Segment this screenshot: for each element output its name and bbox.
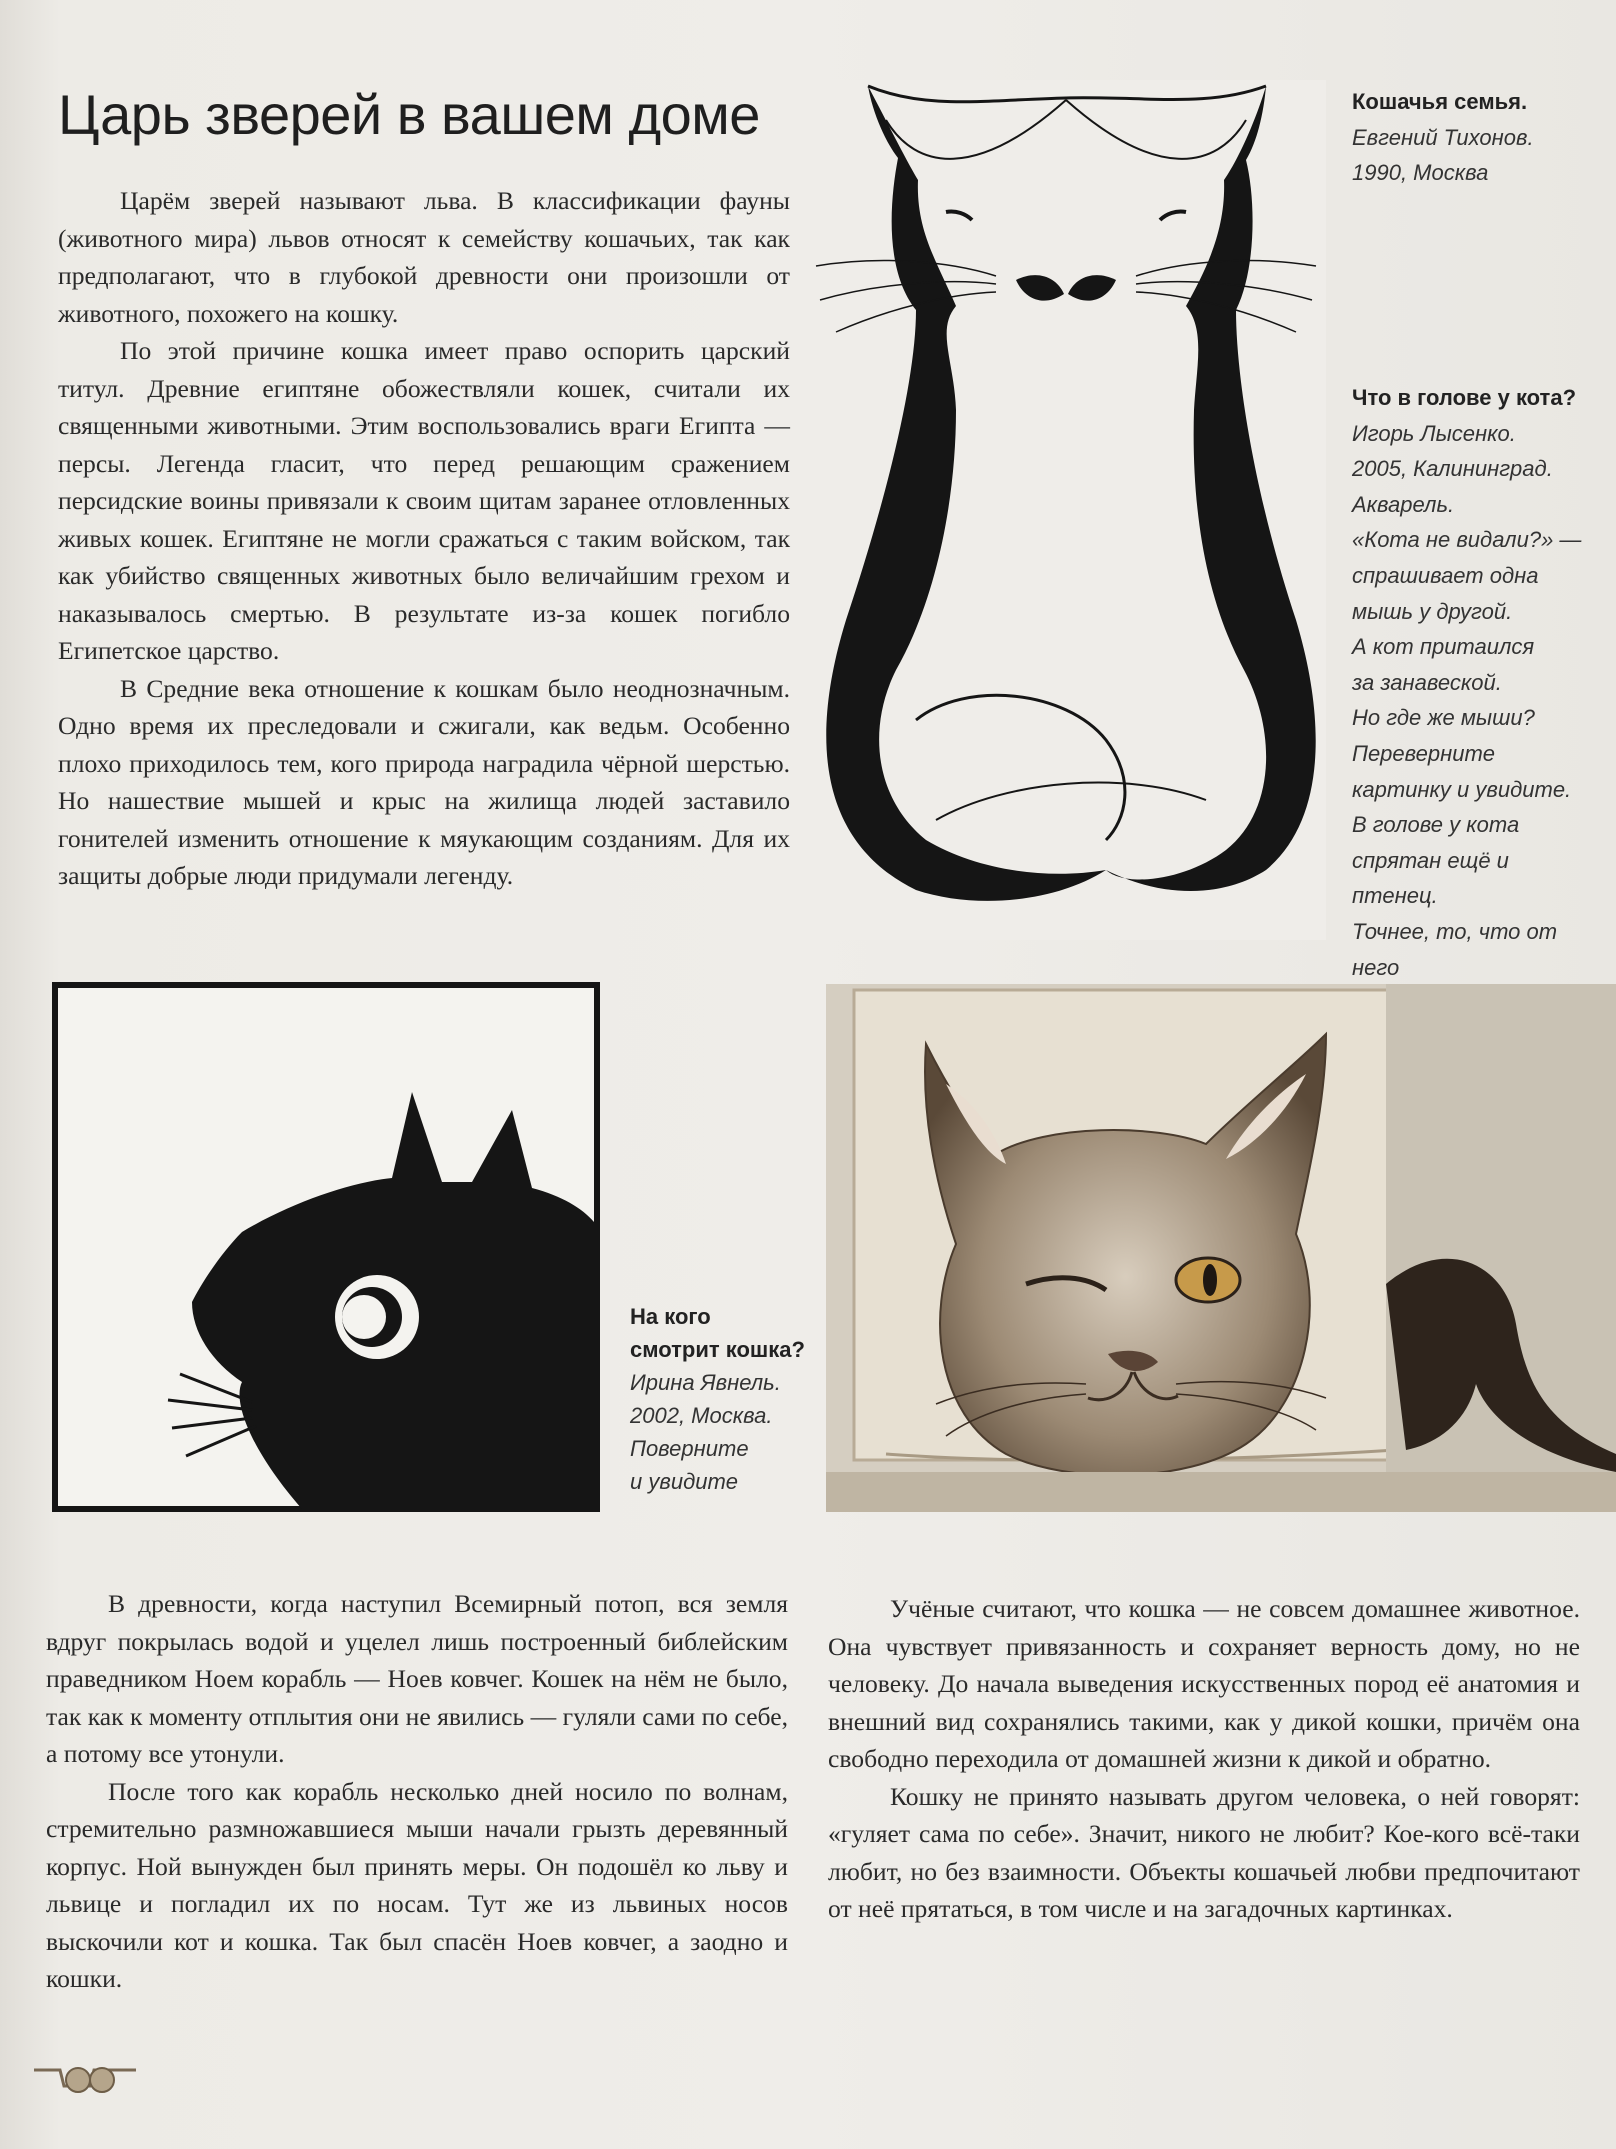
- caption-line: Ирина Явнель.: [630, 1370, 781, 1395]
- caption-line: «Кота не видали?» —: [1352, 527, 1582, 553]
- caption-line: Точнее, то, что от него: [1352, 918, 1558, 980]
- caption-line: мышь у другой.: [1352, 598, 1513, 624]
- intro-text-column: [58, 182, 790, 895]
- paragraph: По этой причине кошка имеет право оспорить царский титул. Древние египтяне обожествляли кошек, считали их священными животными. Этим воспользовались враги Египта — персы. Легенда гласит, что перед решающим сражением персидские воины привязали к своим щитам заранее отловленных живых кошек. Египтяне не могли сражаться с таким войском, так как убийство священных животных было величайшим грехом и наказывалось смертью. В результате из-за кошек погибло Египетское царство.: [58, 336, 790, 665]
- paragraph: В Средние века отношение к кошкам было неоднозначным. Одно время их преследовали и сжигали, как ведьм. Особенно плохо приходилось тем, кого природа наградила чёрной шерстью. Но нашествие мышей и крыс на жилища людей заставило гонителей изменить отношение к мяукающим созданиям. Для их защиты добрые люди придумали легенду.: [58, 673, 790, 890]
- caption-line: Акварель.: [1352, 491, 1455, 517]
- caption-line: 1990, Москва: [1352, 160, 1489, 186]
- caption-line: Переверните: [1352, 740, 1496, 766]
- caption-line: Евгений Тихонов.: [1352, 124, 1534, 150]
- caption-line: Поверните: [630, 1436, 749, 1461]
- caption-line: 2005, Калининград.: [1352, 456, 1553, 482]
- caption-cat-family: [1352, 84, 1592, 191]
- caption-line: спрятан ещё и птенец.: [1352, 847, 1509, 909]
- caption-line: Но где же мыши?: [1352, 705, 1535, 731]
- caption-line: картинку и увидите.: [1352, 776, 1572, 802]
- caption-cat-head: [1352, 380, 1592, 1021]
- paragraph: Кошку не принято называть другом человека, о ней говорят: «гуляет сама по себе». Значит, никого не любит? Кое-кого всё-таки любит, но без взаимности. Объекты кошачьей любви предпочитают от неё прятаться, в том числе и на загадочных картинках.: [828, 1781, 1580, 1923]
- winking-cat-watercolor: [826, 984, 1616, 1512]
- caption-line: А кот притаился: [1352, 634, 1535, 660]
- paragraph: После того как корабль несколько дней носило по волнам, стремительно размножавшиеся мыши начали грызть деревянный корпус. Ной вынужден был принять меры. Он подошёл ко льву и львице и погладил их по носам. Тут же из львиных носов выскочили кот и кошка. Так был спасён Ноев ковчег, а заодно и кошки.: [46, 1776, 788, 1993]
- caption-line: за занавеской.: [1352, 669, 1502, 695]
- caption-title: Что в голове у кота?: [1352, 385, 1577, 410]
- caption-title: Кошачья семья.: [1352, 89, 1528, 114]
- black-cat-framed-illustration: [52, 982, 600, 1512]
- caption-title: смотрит кошка?: [630, 1337, 805, 1362]
- paragraph: Царём зверей называют льва. В классификации фауны (животного мира) львов относят к семейству кошачьих, так как предполагают, что в глубокой древности они произошли от животного, похожего на кошку.: [58, 186, 790, 328]
- caption-line: В голове у кота: [1352, 812, 1520, 838]
- caption-line: 2002, Москва.: [630, 1403, 773, 1428]
- right-bottom-text-column: [828, 1590, 1580, 1928]
- caption-line: и увидите: [630, 1469, 739, 1494]
- paragraph: Учёные считают, что кошка — не совсем домашнее животное. Она чувствует привязанность и сохраняет верность дому, но не человеку. До начала выведения искусственных пород её анатомия и внешний вид сохранялись такими, как у дикой кошки, причём она свободно переходила от домашней жизни к дикой и обратно.: [828, 1594, 1580, 1773]
- caption-title: На кого: [630, 1304, 711, 1329]
- glasses-ornament-icon: [30, 2056, 140, 2096]
- paragraph: В древности, когда наступил Всемирный потоп, вся земля вдруг покрылась водой и уцелел лишь построенный библейским праведником Ноем корабль — Ноев ковчег. Кошек на нём не было, так как к моменту отплытия они не явились — гуляли сами по себе, а потому все утонули.: [46, 1589, 788, 1768]
- left-bottom-text-column: [46, 1585, 788, 1998]
- page-title: Царь зверей в вашем доме: [58, 83, 760, 146]
- cat-family-illustration: [806, 80, 1326, 940]
- caption-looking-cat: [630, 1300, 810, 1498]
- caption-line: спрашивает одна: [1352, 562, 1539, 588]
- caption-line: Игорь Лысенко.: [1352, 420, 1516, 446]
